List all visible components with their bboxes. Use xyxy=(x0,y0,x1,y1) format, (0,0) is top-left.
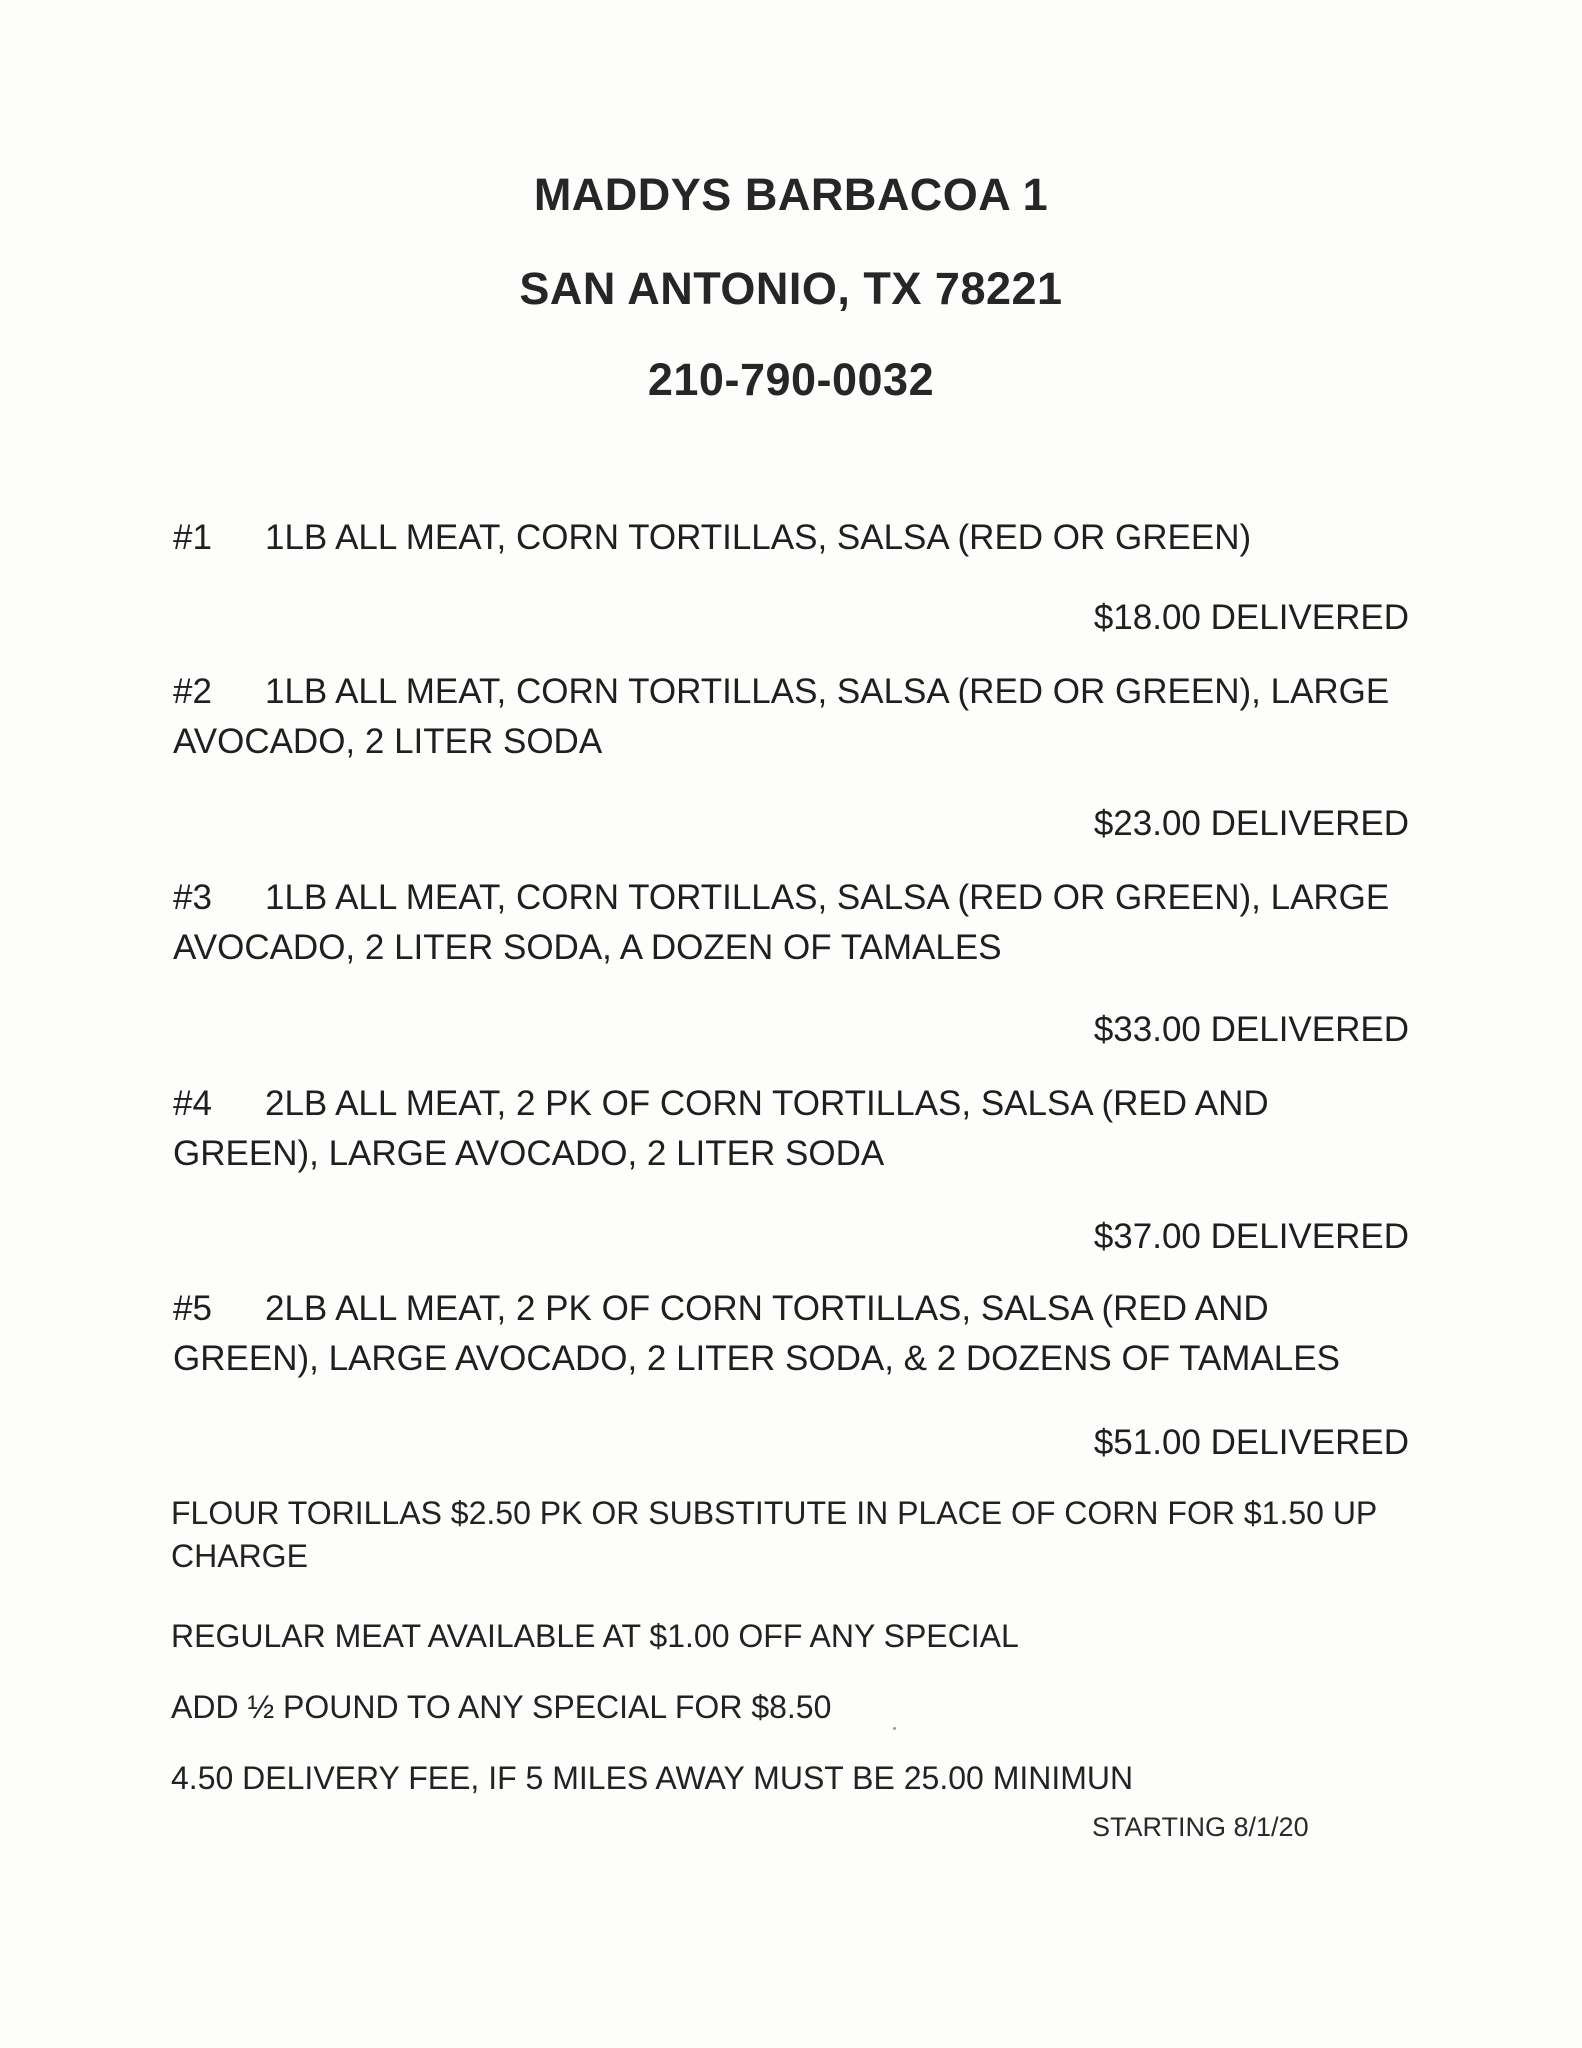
menu-item-description: 1LB ALL MEAT, CORN TORTILLAS, SALSA (RED OR GREEN) xyxy=(265,518,1252,557)
menu-item-price: $23.00 DELIVERED xyxy=(1093,804,1409,843)
menu-item-3 xyxy=(173,873,1413,973)
flour-tortillas-note-continued: CHARGE xyxy=(171,1538,308,1574)
add-half-pound-note: ADD ½ POUND TO ANY SPECIAL FOR $8.50 xyxy=(171,1689,832,1725)
restaurant-phone: 210-790-0032 xyxy=(647,354,935,405)
menu-item-number: #1 xyxy=(173,518,212,557)
menu-item-line xyxy=(173,1284,1413,1334)
menu-item-description: 2LB ALL MEAT, 2 PK OF CORN TORTILLAS, SALSA (RED AND xyxy=(265,1289,1269,1328)
menu-item-description: 2LB ALL MEAT, 2 PK OF CORN TORTILLAS, SALSA (RED AND xyxy=(265,1084,1269,1123)
flour-tortillas-note: FLOUR TORILLAS $2.50 PK OR SUBSTITUTE IN PLACE OF CORN FOR $1.50 UP xyxy=(171,1495,1378,1531)
menu-item-number: #3 xyxy=(173,878,212,917)
menu-item-line xyxy=(173,873,1413,923)
regular-meat-note: REGULAR MEAT AVAILABLE AT $1.00 OFF ANY SPECIAL xyxy=(171,1618,1019,1654)
menu-item-description-continued: GREEN), LARGE AVOCADO, 2 LITER SODA xyxy=(173,1134,885,1173)
menu-item-number: #2 xyxy=(173,672,212,711)
menu-item-5 xyxy=(173,1284,1413,1384)
menu-item-2 xyxy=(173,667,1413,767)
menu-item-price: $51.00 DELIVERED xyxy=(1093,1423,1409,1462)
menu-item-description: 1LB ALL MEAT, CORN TORTILLAS, SALSA (RED OR GREEN), LARGE xyxy=(265,878,1390,917)
paper-speck xyxy=(893,1727,896,1730)
menu-item-description-continued: AVOCADO, 2 LITER SODA, A DOZEN OF TAMALES xyxy=(173,928,1002,967)
starting-date: STARTING 8/1/20 xyxy=(1092,1812,1309,1842)
delivery-fee-note: 4.50 DELIVERY FEE, IF 5 MILES AWAY MUST BE 25.00 MINIMUN xyxy=(171,1760,1134,1796)
menu-item-line xyxy=(173,667,1413,717)
restaurant-name: MADDYS BARBACOA 1 xyxy=(533,169,1049,220)
menu-item-price: $37.00 DELIVERED xyxy=(1093,1217,1409,1256)
menu-item-price: $18.00 DELIVERED xyxy=(1093,598,1409,637)
menu-item-description-continued: GREEN), LARGE AVOCADO, 2 LITER SODA, & 2 DOZENS OF TAMALES xyxy=(173,1339,1340,1378)
menu-item-1 xyxy=(173,513,1413,563)
menu-item-description-continued: AVOCADO, 2 LITER SODA xyxy=(173,722,603,761)
restaurant-address: SAN ANTONIO, TX 78221 xyxy=(519,263,1063,314)
menu-item-number: #4 xyxy=(173,1084,212,1123)
menu-item-4 xyxy=(173,1079,1413,1179)
menu-item-price: $33.00 DELIVERED xyxy=(1093,1010,1409,1049)
menu-item-line xyxy=(173,1079,1413,1129)
menu-item-description: 1LB ALL MEAT, CORN TORTILLAS, SALSA (RED OR GREEN), LARGE xyxy=(265,672,1390,711)
menu-item-number: #5 xyxy=(173,1289,212,1328)
menu-item-line xyxy=(173,513,1413,563)
